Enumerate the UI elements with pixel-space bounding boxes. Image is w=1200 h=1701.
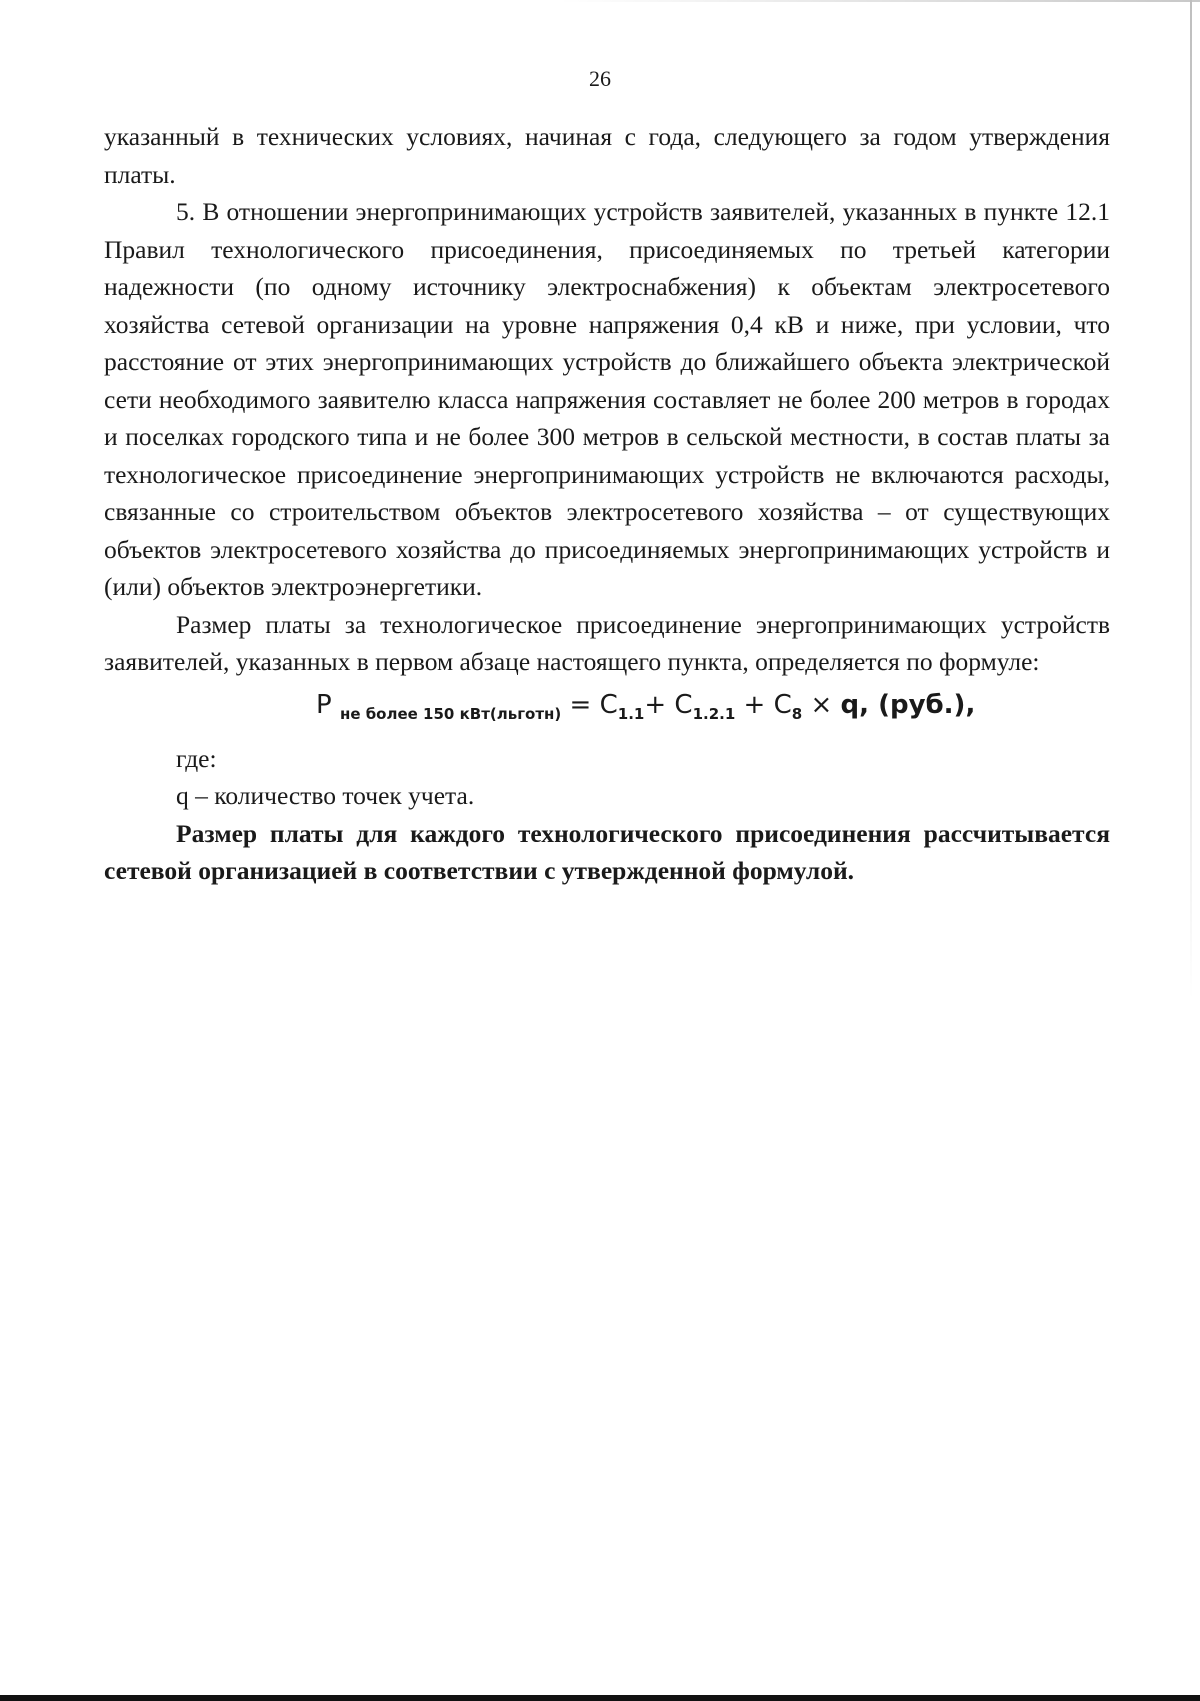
formula-c2-symbol: C (674, 689, 693, 720)
formula-c1-subscript: 1.1 (617, 704, 645, 723)
document-body (104, 118, 1110, 890)
paragraph-where: где: (176, 743, 217, 773)
scan-edge-bottom (0, 1695, 1200, 1701)
paragraph-item-5: 5. В отношении энергопринимающих устройств заявителей, указанных в пункте 12.1 Правил технологического присоединения, присоединяемых по третьей категории надежности (по одному источнику электроснабжения) к объектам электросетевого хозяйства сетевой организации на уровне напряжения 0,4 кВ и ниже, при условии, что расстояние от этих энергопринимающих устройств до ближайшего объекта электрической сети необходимого заявителю класса напряжения составляет не более 200 метров в городах и поселках городского типа и не более 300 метров в сельской местности, в состав платы за технологическое присоединение энергопринимающих устройств не включаются расходы, связанные со строительством объектов электросетевого хозяйства – от существующих объектов электросетевого хозяйства до присоединяемых энергопринимающих устройств и (или) объектов электроэнергетики. (104, 197, 1110, 601)
formula (104, 683, 1110, 736)
formula-equals: = (561, 689, 600, 720)
scan-edge-top (560, 0, 1200, 2)
formula-p-symbol: P (316, 689, 332, 720)
paragraph-q-definition: q – количество точек учета. (176, 781, 475, 810)
formula-p-subscript: не более 150 кВт(льготн) (339, 704, 562, 723)
scan-edge-right (1190, 0, 1192, 1000)
formula-c3-symbol: C (773, 689, 792, 720)
paragraph-continuation: указанный в технических условиях, начиная с года, следующего за годом утверждения платы. (104, 122, 1110, 189)
formula-c2-subscript: 1.2.1 (692, 704, 736, 723)
formula-times: × (802, 689, 841, 720)
page-number: 26 (589, 66, 611, 91)
paragraph-fee-size: Размер платы за технологическое присоединение энергопринимающих устройств заявителей, указанных в первом абзаце настоящего пункта, определяется по формуле: (104, 609, 1110, 676)
formula-c1-symbol: C (599, 689, 618, 720)
formula-plus-1: + (644, 689, 675, 720)
formula-c3-subscript: 8 (791, 704, 803, 723)
formula-plus-2: + (735, 689, 774, 720)
formula-tail: , (руб.), (859, 689, 976, 720)
paragraph-calculation: Размер платы для каждого технологического присоединения рассчитывается сетевой организацией в соответствии с утвержденной формулой. (104, 818, 1110, 885)
formula-q: q (840, 689, 860, 720)
